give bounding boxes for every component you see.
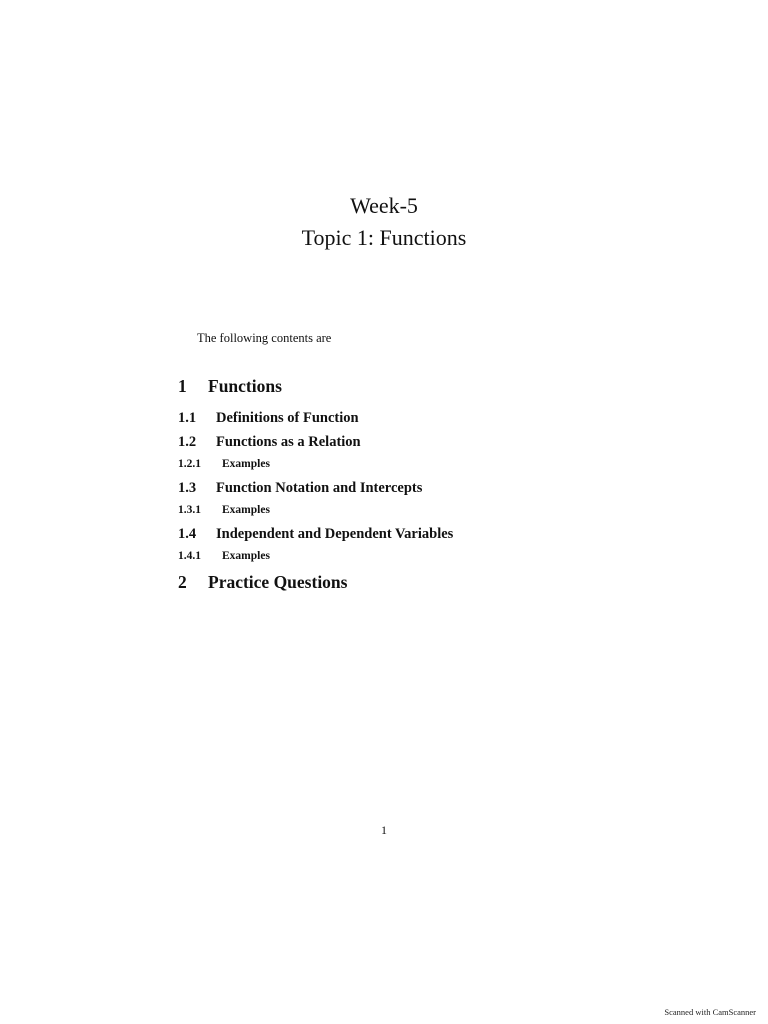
toc-number: 1.4.1 xyxy=(178,550,201,562)
toc-section-1-3 xyxy=(178,480,422,497)
toc-number: 1.3 xyxy=(178,480,197,496)
page-number: 1 xyxy=(381,823,387,837)
toc-label: Definitions of Function xyxy=(216,410,359,426)
scanner-watermark: Scanned with CamScanner xyxy=(664,1007,756,1017)
toc-number: 1.2 xyxy=(178,434,197,450)
toc-section-1 xyxy=(178,376,282,397)
toc-section-1-2-1 xyxy=(178,458,270,470)
toc-section-1-3-1 xyxy=(178,504,270,516)
toc-section-1-1 xyxy=(178,410,359,427)
title-week: Week-5 xyxy=(350,193,418,218)
toc-label: Examples xyxy=(222,458,270,470)
toc-label: Practice Questions xyxy=(208,572,348,592)
toc-number: 1 xyxy=(178,376,187,396)
title-topic: Topic 1: Functions xyxy=(301,225,467,250)
intro-text: The following contents are xyxy=(197,331,332,345)
toc-label: Independent and Dependent Variables xyxy=(216,526,454,542)
toc-section-2 xyxy=(178,572,347,593)
toc-label: Functions xyxy=(208,376,282,396)
toc-label: Examples xyxy=(222,504,270,516)
toc-label: Examples xyxy=(222,550,270,562)
toc-label: Function Notation and Intercepts xyxy=(216,480,423,496)
toc-number: 2 xyxy=(178,572,187,592)
toc-section-1-2 xyxy=(178,434,361,451)
toc-number: 1.1 xyxy=(178,410,197,426)
toc-number: 1.2.1 xyxy=(178,458,201,470)
toc-number: 1.3.1 xyxy=(178,504,201,516)
toc-label: Functions as a Relation xyxy=(216,434,361,450)
toc-section-1-4 xyxy=(178,526,453,543)
title-block xyxy=(0,190,768,254)
toc-number: 1.4 xyxy=(178,526,197,542)
toc-section-1-4-1 xyxy=(178,550,270,562)
